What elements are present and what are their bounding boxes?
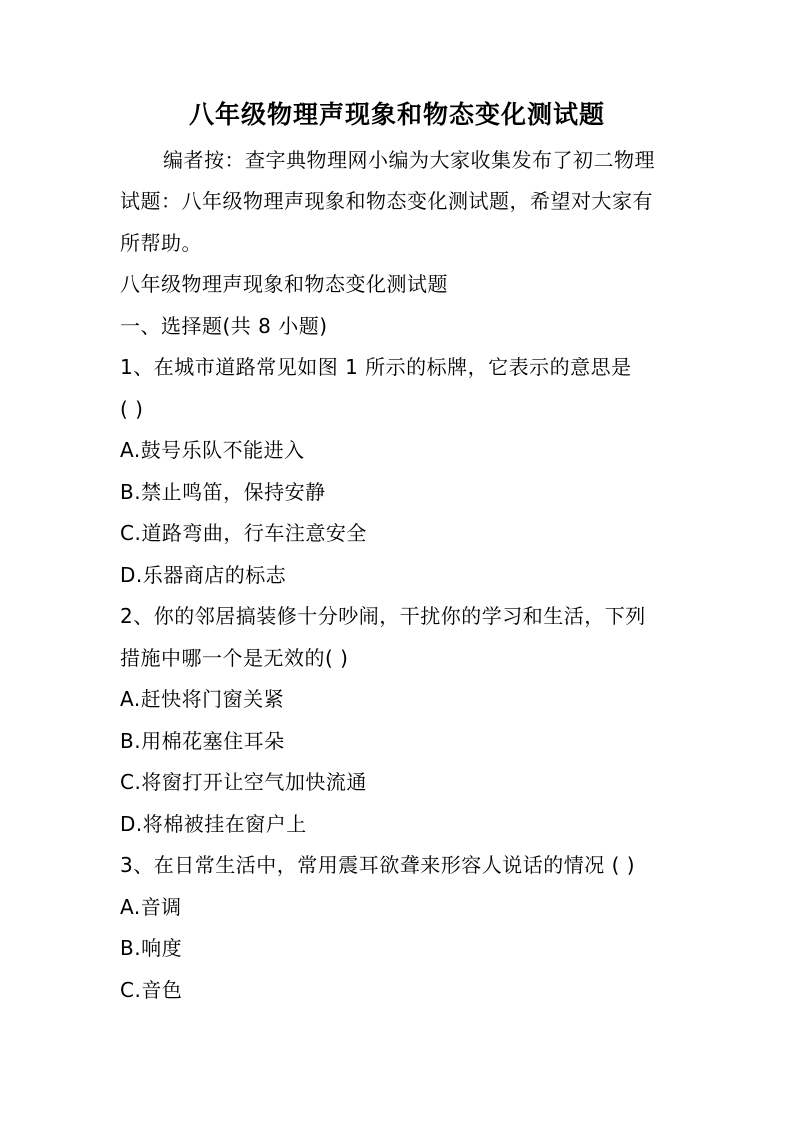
question-1-blank: ( ) xyxy=(120,397,144,421)
question-2-option-a: A.赶快将门窗关紧 xyxy=(120,687,285,711)
question-3-option-b: B.响度 xyxy=(120,936,183,960)
question-1-option-d: D.乐器商店的标志 xyxy=(120,563,287,587)
question-1-text: 1、在城市道路常见如图 1 所示的标牌，它表示的意思是 xyxy=(120,355,632,379)
question-1-option-b: B.禁止鸣笛，保持安静 xyxy=(120,480,326,504)
intro-line-2: 试题：八年级物理声现象和物态变化测试题，希望对大家有 xyxy=(120,189,653,213)
question-1-option-c: C.道路弯曲，行车注意安全 xyxy=(120,521,367,545)
intro-line-3: 所帮助。 xyxy=(120,231,202,255)
subtitle: 八年级物理声现象和物态变化测试题 xyxy=(120,272,448,296)
question-2-text: 2、你的邻居搞装修十分吵闹，干扰你的学习和生活，下列 xyxy=(120,604,646,628)
question-1-option-a: A.鼓号乐队不能进入 xyxy=(120,438,305,462)
intro-line-1: 编者按：查字典物理网小编为大家收集发布了初二物理 xyxy=(163,148,655,172)
section-heading: 一、选择题(共 8 小题) xyxy=(120,314,328,338)
question-3-text: 3、在日常生活中，常用震耳欲聋来形容人说话的情况 ( ) xyxy=(120,853,636,877)
document-title: 八年级物理声现象和物态变化测试题 xyxy=(188,100,605,129)
question-3-option-c: C.音色 xyxy=(120,978,183,1002)
question-3-option-a: A.音调 xyxy=(120,895,182,919)
question-2-option-c: C.将窗打开让空气加快流通 xyxy=(120,770,367,794)
question-2-text-cont: 措施中哪一个是无效的( ) xyxy=(120,646,349,670)
question-2-option-b: B.用棉花塞住耳朵 xyxy=(120,729,285,753)
question-2-option-d: D.将棉被挂在窗户上 xyxy=(120,812,307,836)
